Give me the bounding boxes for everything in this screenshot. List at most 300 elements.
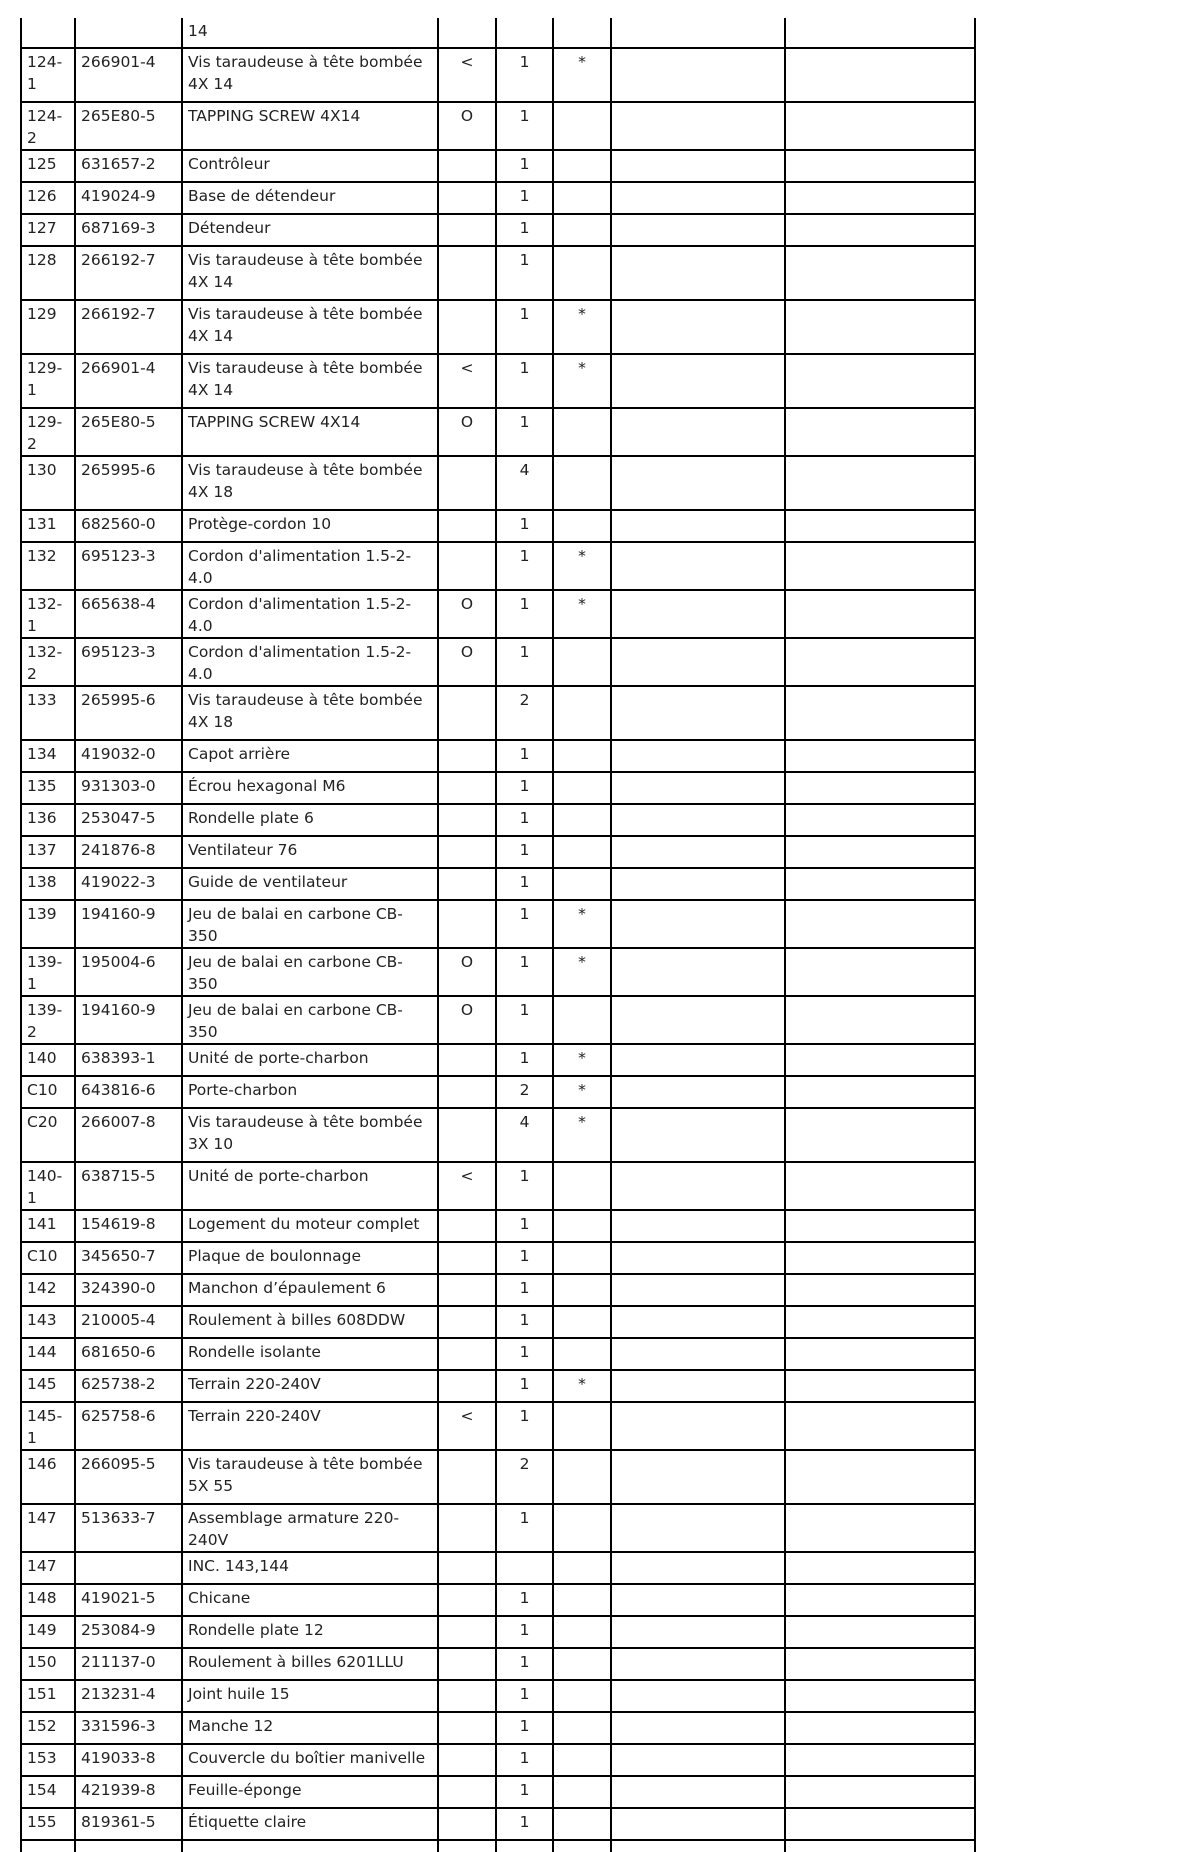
change-flag-cell bbox=[438, 456, 496, 510]
part-number-cell: 324390-0 bbox=[75, 1274, 182, 1306]
table-row bbox=[21, 102, 975, 150]
empty-cell bbox=[785, 1242, 975, 1274]
empty-cell bbox=[785, 1306, 975, 1338]
change-flag-cell bbox=[438, 836, 496, 868]
description-cell: Terrain 220-240V bbox=[182, 1370, 438, 1402]
quantity-cell: 1 bbox=[496, 900, 553, 948]
table-row bbox=[21, 996, 975, 1044]
empty-cell bbox=[611, 354, 785, 408]
empty-cell bbox=[611, 182, 785, 214]
description-cell: Manchon d’épaulement 6 bbox=[182, 1274, 438, 1306]
quantity-cell: 1 bbox=[496, 1808, 553, 1840]
quantity-cell: 1 bbox=[496, 1338, 553, 1370]
quantity-cell: 1 bbox=[496, 1616, 553, 1648]
description-cell: Assemblage armature 220-240V bbox=[182, 1504, 438, 1552]
table-row bbox=[21, 542, 975, 590]
part-number-cell: 625758-6 bbox=[75, 1402, 182, 1450]
table-row bbox=[21, 900, 975, 948]
quantity-cell: 1 bbox=[496, 590, 553, 638]
part-number-cell: 210005-4 bbox=[75, 1306, 182, 1338]
note-cell bbox=[553, 510, 611, 542]
empty-cell bbox=[611, 1504, 785, 1552]
description-cell: TAPPING SCREW 4X14 bbox=[182, 408, 438, 456]
quantity-cell: 1 bbox=[496, 740, 553, 772]
change-flag-cell bbox=[438, 1450, 496, 1504]
part-number-cell: 331596-3 bbox=[75, 1712, 182, 1744]
change-flag-cell bbox=[438, 510, 496, 542]
description-cell: Vis taraudeuse à tête bombée 4X 14 bbox=[182, 48, 438, 102]
empty-cell bbox=[611, 900, 785, 948]
note-cell: * bbox=[553, 300, 611, 354]
part-number-cell: 631657-2 bbox=[75, 150, 182, 182]
empty-cell bbox=[785, 354, 975, 408]
empty-cell bbox=[611, 1402, 785, 1450]
part-number-cell: 253084-9 bbox=[75, 1616, 182, 1648]
part-number-cell bbox=[75, 18, 182, 48]
item-number-cell: 148 bbox=[21, 1584, 75, 1616]
empty-cell bbox=[611, 1306, 785, 1338]
description-cell: Vis taraudeuse à tête bombée 4X 14 bbox=[182, 354, 438, 408]
table-row bbox=[21, 456, 975, 510]
item-number-cell: C10 bbox=[21, 1076, 75, 1108]
quantity-cell: 1 bbox=[496, 772, 553, 804]
change-flag-cell bbox=[438, 1242, 496, 1274]
part-number-cell: 419021-5 bbox=[75, 1584, 182, 1616]
note-cell: * bbox=[553, 354, 611, 408]
empty-cell bbox=[785, 1450, 975, 1504]
empty-cell bbox=[785, 1162, 975, 1210]
quantity-cell bbox=[496, 18, 553, 48]
table-row bbox=[21, 1370, 975, 1402]
empty-cell bbox=[611, 408, 785, 456]
change-flag-cell bbox=[438, 804, 496, 836]
empty-cell bbox=[785, 1712, 975, 1744]
description-cell: Étiquette claire bbox=[182, 1808, 438, 1840]
empty-cell bbox=[611, 1680, 785, 1712]
item-number-cell: 149 bbox=[21, 1616, 75, 1648]
change-flag-cell: O bbox=[438, 102, 496, 150]
item-number-cell: 133 bbox=[21, 686, 75, 740]
table-row bbox=[21, 948, 975, 996]
description-cell: Vis taraudeuse à tête bombée 5X 55 bbox=[182, 1450, 438, 1504]
empty-cell bbox=[611, 1552, 785, 1584]
table-row bbox=[21, 1450, 975, 1504]
empty-cell bbox=[611, 686, 785, 740]
empty-cell bbox=[611, 1274, 785, 1306]
item-number-cell: 137 bbox=[21, 836, 75, 868]
item-number-cell: 138 bbox=[21, 868, 75, 900]
empty-cell bbox=[21, 1840, 75, 1852]
description-cell: Plaque de boulonnage bbox=[182, 1242, 438, 1274]
change-flag-cell bbox=[438, 1776, 496, 1808]
empty-cell bbox=[785, 1076, 975, 1108]
empty-cell bbox=[611, 772, 785, 804]
note-cell bbox=[553, 408, 611, 456]
quantity-cell: 1 bbox=[496, 48, 553, 102]
description-cell: Rondelle plate 6 bbox=[182, 804, 438, 836]
quantity-cell: 1 bbox=[496, 1274, 553, 1306]
table-row bbox=[21, 354, 975, 408]
empty-cell bbox=[785, 1338, 975, 1370]
note-cell bbox=[553, 1274, 611, 1306]
part-number-cell: 419032-0 bbox=[75, 740, 182, 772]
table-row bbox=[21, 18, 975, 48]
part-number-cell: 419022-3 bbox=[75, 868, 182, 900]
note-cell bbox=[553, 996, 611, 1044]
table-row bbox=[21, 214, 975, 246]
change-flag-cell bbox=[438, 300, 496, 354]
empty-cell bbox=[785, 102, 975, 150]
part-number-cell: 253047-5 bbox=[75, 804, 182, 836]
description-cell: Vis taraudeuse à tête bombée 4X 14 bbox=[182, 300, 438, 354]
part-number-cell: 421939-8 bbox=[75, 1776, 182, 1808]
note-cell bbox=[553, 456, 611, 510]
note-cell: * bbox=[553, 1370, 611, 1402]
table-row bbox=[21, 686, 975, 740]
note-cell: * bbox=[553, 1108, 611, 1162]
empty-cell bbox=[785, 638, 975, 686]
item-number-cell: 131 bbox=[21, 510, 75, 542]
description-cell: Capot arrière bbox=[182, 740, 438, 772]
note-cell bbox=[553, 638, 611, 686]
change-flag-cell bbox=[438, 1306, 496, 1338]
change-flag-cell bbox=[438, 740, 496, 772]
empty-cell bbox=[785, 1274, 975, 1306]
table-row bbox=[21, 836, 975, 868]
note-cell bbox=[553, 1680, 611, 1712]
item-number-cell: 124-2 bbox=[21, 102, 75, 150]
empty-cell bbox=[611, 1108, 785, 1162]
quantity-cell: 4 bbox=[496, 1108, 553, 1162]
item-number-cell: 146 bbox=[21, 1450, 75, 1504]
change-flag-cell bbox=[438, 686, 496, 740]
note-cell bbox=[553, 772, 611, 804]
quantity-cell: 1 bbox=[496, 1162, 553, 1210]
change-flag-cell bbox=[438, 1680, 496, 1712]
quantity-cell: 2 bbox=[496, 1076, 553, 1108]
empty-cell bbox=[785, 1108, 975, 1162]
table-row bbox=[21, 1076, 975, 1108]
note-cell: * bbox=[553, 1044, 611, 1076]
quantity-cell: 1 bbox=[496, 1210, 553, 1242]
item-number-cell: 132-2 bbox=[21, 638, 75, 686]
note-cell bbox=[553, 1584, 611, 1616]
item-number-cell: 140-1 bbox=[21, 1162, 75, 1210]
empty-cell bbox=[785, 18, 975, 48]
table-row bbox=[21, 300, 975, 354]
note-cell bbox=[553, 102, 611, 150]
change-flag-cell: O bbox=[438, 996, 496, 1044]
quantity-cell: 1 bbox=[496, 510, 553, 542]
item-number-cell: 136 bbox=[21, 804, 75, 836]
item-number-cell: 124-1 bbox=[21, 48, 75, 102]
empty-cell bbox=[785, 456, 975, 510]
item-number-cell: 142 bbox=[21, 1274, 75, 1306]
item-number-cell: 132-1 bbox=[21, 590, 75, 638]
quantity-cell: 1 bbox=[496, 150, 553, 182]
description-cell: Logement du moteur complet bbox=[182, 1210, 438, 1242]
empty-cell bbox=[785, 1744, 975, 1776]
change-flag-cell bbox=[438, 1808, 496, 1840]
part-number-cell: 695123-3 bbox=[75, 542, 182, 590]
note-cell bbox=[553, 686, 611, 740]
empty-cell bbox=[785, 1680, 975, 1712]
table-row bbox=[21, 590, 975, 638]
quantity-cell: 1 bbox=[496, 542, 553, 590]
description-cell: Unité de porte-charbon bbox=[182, 1162, 438, 1210]
table-row bbox=[21, 1210, 975, 1242]
part-number-cell: 681650-6 bbox=[75, 1338, 182, 1370]
empty-cell bbox=[611, 638, 785, 686]
empty-cell bbox=[785, 948, 975, 996]
part-number-cell: 819361-5 bbox=[75, 1808, 182, 1840]
empty-cell bbox=[611, 1370, 785, 1402]
quantity-cell: 1 bbox=[496, 1744, 553, 1776]
description-cell: INC. 143,144 bbox=[182, 1552, 438, 1584]
empty-cell bbox=[785, 182, 975, 214]
part-number-cell: 265995-6 bbox=[75, 686, 182, 740]
description-cell: Jeu de balai en carbone CB-350 bbox=[182, 996, 438, 1044]
note-cell: * bbox=[553, 1076, 611, 1108]
empty-cell bbox=[785, 1370, 975, 1402]
empty-cell bbox=[611, 1242, 785, 1274]
change-flag-cell bbox=[438, 246, 496, 300]
empty-cell bbox=[785, 900, 975, 948]
part-number-cell: 266901-4 bbox=[75, 48, 182, 102]
change-flag-cell bbox=[438, 1274, 496, 1306]
empty-cell bbox=[785, 1584, 975, 1616]
quantity-cell: 1 bbox=[496, 1584, 553, 1616]
empty-cell bbox=[611, 300, 785, 354]
empty-cell bbox=[785, 1210, 975, 1242]
empty-cell bbox=[785, 1552, 975, 1584]
empty-cell bbox=[785, 150, 975, 182]
empty-cell bbox=[785, 300, 975, 354]
table-row bbox=[21, 1584, 975, 1616]
description-cell: Protège-cordon 10 bbox=[182, 510, 438, 542]
empty-cell bbox=[611, 1840, 785, 1852]
empty-cell bbox=[496, 1840, 553, 1852]
part-number-cell: 194160-9 bbox=[75, 996, 182, 1044]
empty-cell bbox=[785, 590, 975, 638]
empty-cell bbox=[785, 246, 975, 300]
change-flag-cell bbox=[438, 1108, 496, 1162]
empty-cell bbox=[785, 408, 975, 456]
change-flag-cell bbox=[438, 772, 496, 804]
quantity-cell: 1 bbox=[496, 1370, 553, 1402]
empty-cell bbox=[785, 510, 975, 542]
item-number-cell: 132 bbox=[21, 542, 75, 590]
change-flag-cell bbox=[438, 1076, 496, 1108]
part-number-cell bbox=[75, 1552, 182, 1584]
item-number-cell bbox=[21, 18, 75, 48]
table-row bbox=[21, 510, 975, 542]
part-number-cell: 638715-5 bbox=[75, 1162, 182, 1210]
item-number-cell: 130 bbox=[21, 456, 75, 510]
part-number-cell: 345650-7 bbox=[75, 1242, 182, 1274]
description-cell: Unité de porte-charbon bbox=[182, 1044, 438, 1076]
quantity-cell: 1 bbox=[496, 1242, 553, 1274]
change-flag-cell bbox=[438, 1338, 496, 1370]
table-row bbox=[21, 1108, 975, 1162]
description-cell: Roulement à billes 608DDW bbox=[182, 1306, 438, 1338]
part-number-cell: 665638-4 bbox=[75, 590, 182, 638]
empty-cell bbox=[785, 1776, 975, 1808]
part-number-cell: 241876-8 bbox=[75, 836, 182, 868]
note-cell bbox=[553, 804, 611, 836]
note-cell bbox=[553, 1450, 611, 1504]
table-row bbox=[21, 1648, 975, 1680]
part-number-cell: 265E80-5 bbox=[75, 102, 182, 150]
note-cell bbox=[553, 1402, 611, 1450]
part-number-cell: 419033-8 bbox=[75, 1744, 182, 1776]
empty-cell bbox=[611, 542, 785, 590]
empty-cell bbox=[438, 1840, 496, 1852]
note-cell bbox=[553, 1504, 611, 1552]
note-cell bbox=[553, 1242, 611, 1274]
table-row bbox=[21, 1680, 975, 1712]
change-flag-cell bbox=[438, 542, 496, 590]
empty-cell bbox=[611, 1648, 785, 1680]
change-flag-cell: O bbox=[438, 948, 496, 996]
change-flag-cell bbox=[438, 214, 496, 246]
item-number-cell: 139-1 bbox=[21, 948, 75, 996]
description-cell: Vis taraudeuse à tête bombée 4X 18 bbox=[182, 686, 438, 740]
change-flag-cell bbox=[438, 1552, 496, 1584]
empty-cell bbox=[611, 1776, 785, 1808]
description-cell: Couvercle du boîtier manivelle bbox=[182, 1744, 438, 1776]
table-row bbox=[21, 1744, 975, 1776]
item-number-cell: C10 bbox=[21, 1242, 75, 1274]
change-flag-cell bbox=[438, 150, 496, 182]
note-cell bbox=[553, 246, 611, 300]
empty-cell bbox=[785, 836, 975, 868]
table-row bbox=[21, 1402, 975, 1450]
item-number-cell: 125 bbox=[21, 150, 75, 182]
description-cell: TAPPING SCREW 4X14 bbox=[182, 102, 438, 150]
item-number-cell: 141 bbox=[21, 1210, 75, 1242]
change-flag-cell: < bbox=[438, 1402, 496, 1450]
table-row bbox=[21, 182, 975, 214]
empty-cell bbox=[785, 1648, 975, 1680]
change-flag-cell bbox=[438, 18, 496, 48]
item-number-cell: 140 bbox=[21, 1044, 75, 1076]
table-row bbox=[21, 1274, 975, 1306]
empty-cell bbox=[611, 456, 785, 510]
item-number-cell: 150 bbox=[21, 1648, 75, 1680]
description-cell: Vis taraudeuse à tête bombée 3X 10 bbox=[182, 1108, 438, 1162]
change-flag-cell bbox=[438, 1504, 496, 1552]
item-number-cell: 139 bbox=[21, 900, 75, 948]
description-cell: Joint huile 15 bbox=[182, 1680, 438, 1712]
part-number-cell: 266095-5 bbox=[75, 1450, 182, 1504]
empty-cell bbox=[611, 1076, 785, 1108]
note-cell bbox=[553, 740, 611, 772]
empty-cell bbox=[785, 740, 975, 772]
note-cell bbox=[553, 1306, 611, 1338]
table-row bbox=[21, 1162, 975, 1210]
description-cell: Détendeur bbox=[182, 214, 438, 246]
note-cell bbox=[553, 18, 611, 48]
table-row bbox=[21, 1044, 975, 1076]
item-number-cell: 151 bbox=[21, 1680, 75, 1712]
note-cell: * bbox=[553, 948, 611, 996]
item-number-cell: 147 bbox=[21, 1552, 75, 1584]
empty-cell bbox=[611, 214, 785, 246]
quantity-cell: 1 bbox=[496, 1306, 553, 1338]
empty-cell bbox=[785, 772, 975, 804]
item-number-cell: 127 bbox=[21, 214, 75, 246]
quantity-cell: 1 bbox=[496, 948, 553, 996]
quantity-cell: 1 bbox=[496, 246, 553, 300]
parts-table bbox=[20, 18, 976, 1852]
change-flag-cell bbox=[438, 1648, 496, 1680]
empty-cell bbox=[785, 1616, 975, 1648]
part-number-cell: 643816-6 bbox=[75, 1076, 182, 1108]
description-cell: Base de détendeur bbox=[182, 182, 438, 214]
part-number-cell: 266901-4 bbox=[75, 354, 182, 408]
empty-cell bbox=[785, 1808, 975, 1840]
part-number-cell: 625738-2 bbox=[75, 1370, 182, 1402]
empty-cell bbox=[785, 1402, 975, 1450]
description-cell: Manche 12 bbox=[182, 1712, 438, 1744]
part-number-cell: 211137-0 bbox=[75, 1648, 182, 1680]
description-cell: Rondelle isolante bbox=[182, 1338, 438, 1370]
note-cell bbox=[553, 836, 611, 868]
note-cell bbox=[553, 1338, 611, 1370]
note-cell bbox=[553, 1712, 611, 1744]
description-cell: 14 bbox=[182, 18, 438, 48]
empty-cell bbox=[611, 510, 785, 542]
table-row bbox=[21, 1242, 975, 1274]
quantity-cell: 4 bbox=[496, 456, 553, 510]
empty-cell bbox=[611, 590, 785, 638]
change-flag-cell: O bbox=[438, 590, 496, 638]
note-cell bbox=[553, 1808, 611, 1840]
description-cell: Contrôleur bbox=[182, 150, 438, 182]
empty-cell bbox=[611, 1808, 785, 1840]
empty-cell bbox=[611, 1450, 785, 1504]
description-cell: Vis taraudeuse à tête bombée 4X 18 bbox=[182, 456, 438, 510]
table-row bbox=[21, 1776, 975, 1808]
part-number-cell: 213231-4 bbox=[75, 1680, 182, 1712]
quantity-cell: 1 bbox=[496, 182, 553, 214]
description-cell: Terrain 220-240V bbox=[182, 1402, 438, 1450]
empty-cell bbox=[611, 1712, 785, 1744]
description-cell: Cordon d'alimentation 1.5-2-4.0 bbox=[182, 638, 438, 686]
change-flag-cell bbox=[438, 1044, 496, 1076]
part-number-cell: 265E80-5 bbox=[75, 408, 182, 456]
empty-cell bbox=[611, 1616, 785, 1648]
part-number-cell: 682560-0 bbox=[75, 510, 182, 542]
table-row bbox=[21, 1504, 975, 1552]
description-cell: Cordon d'alimentation 1.5-2-4.0 bbox=[182, 590, 438, 638]
note-cell bbox=[553, 214, 611, 246]
parts-table-body bbox=[21, 18, 975, 1852]
quantity-cell: 1 bbox=[496, 1776, 553, 1808]
quantity-cell: 1 bbox=[496, 408, 553, 456]
table-row bbox=[21, 408, 975, 456]
empty-cell bbox=[611, 48, 785, 102]
empty-cell bbox=[611, 948, 785, 996]
quantity-cell: 1 bbox=[496, 1044, 553, 1076]
change-flag-cell: O bbox=[438, 408, 496, 456]
table-row bbox=[21, 1712, 975, 1744]
empty-cell bbox=[611, 102, 785, 150]
table-row bbox=[21, 1616, 975, 1648]
empty-cell bbox=[611, 1744, 785, 1776]
empty-cell bbox=[611, 804, 785, 836]
